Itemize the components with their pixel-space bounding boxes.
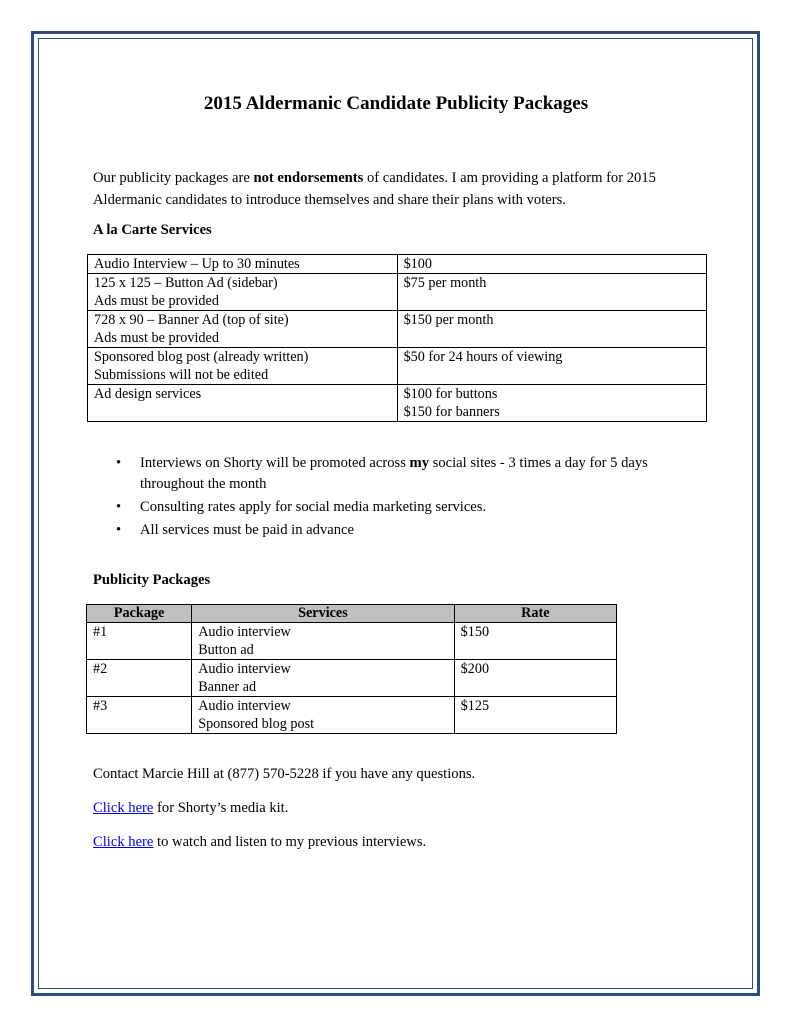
service-line: Banner ad — [198, 679, 257, 695]
bullet-text: All services must be paid in advance — [140, 522, 354, 538]
price-cell — [397, 311, 706, 348]
publicity-packages-table — [86, 604, 617, 734]
service-line: Audio interview — [198, 661, 291, 677]
package-cell: #2 — [87, 660, 192, 697]
services-cell — [192, 660, 454, 697]
service-line: 728 x 90 – Banner Ad (top of site) — [94, 312, 289, 328]
service-line: Ad design services — [94, 386, 202, 402]
list-item — [116, 520, 706, 541]
bullet-bold-text: my — [409, 455, 429, 471]
intro-text-after: of candidates. I am providing a platform for 2015 Aldermanic candidates to introduce themselves and share their plans with voters. — [93, 170, 656, 208]
service-cell — [88, 311, 398, 348]
service-line: Audio interview — [198, 698, 291, 714]
bullet-text: Consulting rates apply for social media marketing services. — [140, 499, 487, 515]
price-line: $50 for 24 hours of viewing — [403, 349, 563, 365]
price-line: $150 per month — [403, 312, 494, 328]
bullet-icon: • — [116, 499, 122, 515]
service-cell — [88, 274, 398, 311]
interviews-text: to watch and listen to my previous interviews. — [153, 834, 427, 850]
services-cell — [192, 623, 454, 660]
bullet-icon: • — [116, 455, 122, 471]
interviews-link[interactable]: Click here — [93, 834, 154, 850]
interviews-line — [93, 834, 426, 851]
table-row — [88, 255, 707, 274]
media-kit-line — [93, 800, 288, 817]
service-line: Audio Interview – Up to 30 minutes — [94, 256, 300, 272]
price-cell — [397, 274, 706, 311]
table-row — [87, 623, 617, 660]
a-la-carte-table — [87, 254, 707, 422]
services-cell — [192, 697, 454, 734]
intro-bold-text: not endorsements — [253, 170, 364, 186]
price-line: $75 per month — [403, 275, 487, 291]
service-note: Ads must be provided — [94, 293, 219, 309]
page-title: 2015 Aldermanic Candidate Publicity Packages — [203, 93, 589, 114]
media-kit-text: for Shorty’s media kit. — [153, 800, 289, 816]
price-line: $100 for buttons — [403, 386, 498, 402]
table-row — [88, 274, 707, 311]
column-header-rate: Rate — [454, 605, 616, 623]
a-la-carte-heading: A la Carte Services — [93, 222, 212, 238]
service-line: 125 x 125 – Button Ad (sidebar) — [94, 275, 278, 291]
package-cell: #1 — [87, 623, 192, 660]
service-cell — [88, 385, 398, 422]
table-header-row — [87, 605, 617, 623]
list-item — [116, 497, 706, 518]
price-cell — [397, 348, 706, 385]
rate-cell: $200 — [454, 660, 616, 697]
price-cell — [397, 385, 706, 422]
price-line: $100 — [403, 256, 432, 272]
list-item — [116, 453, 706, 495]
media-kit-link[interactable]: Click here — [93, 800, 154, 816]
intro-text-before: Our publicity packages are — [93, 170, 254, 186]
contact-line: Contact Marcie Hill at (877) 570-5228 if you have any questions. — [93, 766, 476, 782]
table-row — [87, 697, 617, 734]
bullet-text: social sites - 3 times a day for 5 days throughout the month — [140, 455, 648, 492]
price-line: $150 for banners — [403, 404, 500, 420]
bullet-icon: • — [116, 522, 122, 538]
table-row — [88, 385, 707, 422]
table-row — [87, 660, 617, 697]
intro-paragraph — [93, 167, 699, 211]
service-note: Ads must be provided — [94, 330, 219, 346]
service-line: Button ad — [198, 642, 254, 658]
service-line: Audio interview — [198, 624, 291, 640]
price-cell — [397, 255, 706, 274]
service-cell — [88, 255, 398, 274]
service-note: Submissions will not be edited — [94, 367, 269, 383]
table-row — [88, 348, 707, 385]
service-line: Sponsored blog post (already written) — [94, 349, 309, 365]
notes-bullet-list — [116, 453, 706, 543]
service-line: Sponsored blog post — [198, 716, 315, 732]
column-header-services: Services — [192, 605, 454, 623]
rate-cell: $150 — [454, 623, 616, 660]
service-cell — [88, 348, 398, 385]
rate-cell: $125 — [454, 697, 616, 734]
bullet-text: Interviews on Shorty will be promoted across — [140, 455, 410, 471]
package-cell: #3 — [87, 697, 192, 734]
table-row — [88, 311, 707, 348]
column-header-package: Package — [87, 605, 192, 623]
publicity-packages-heading: Publicity Packages — [93, 572, 211, 588]
